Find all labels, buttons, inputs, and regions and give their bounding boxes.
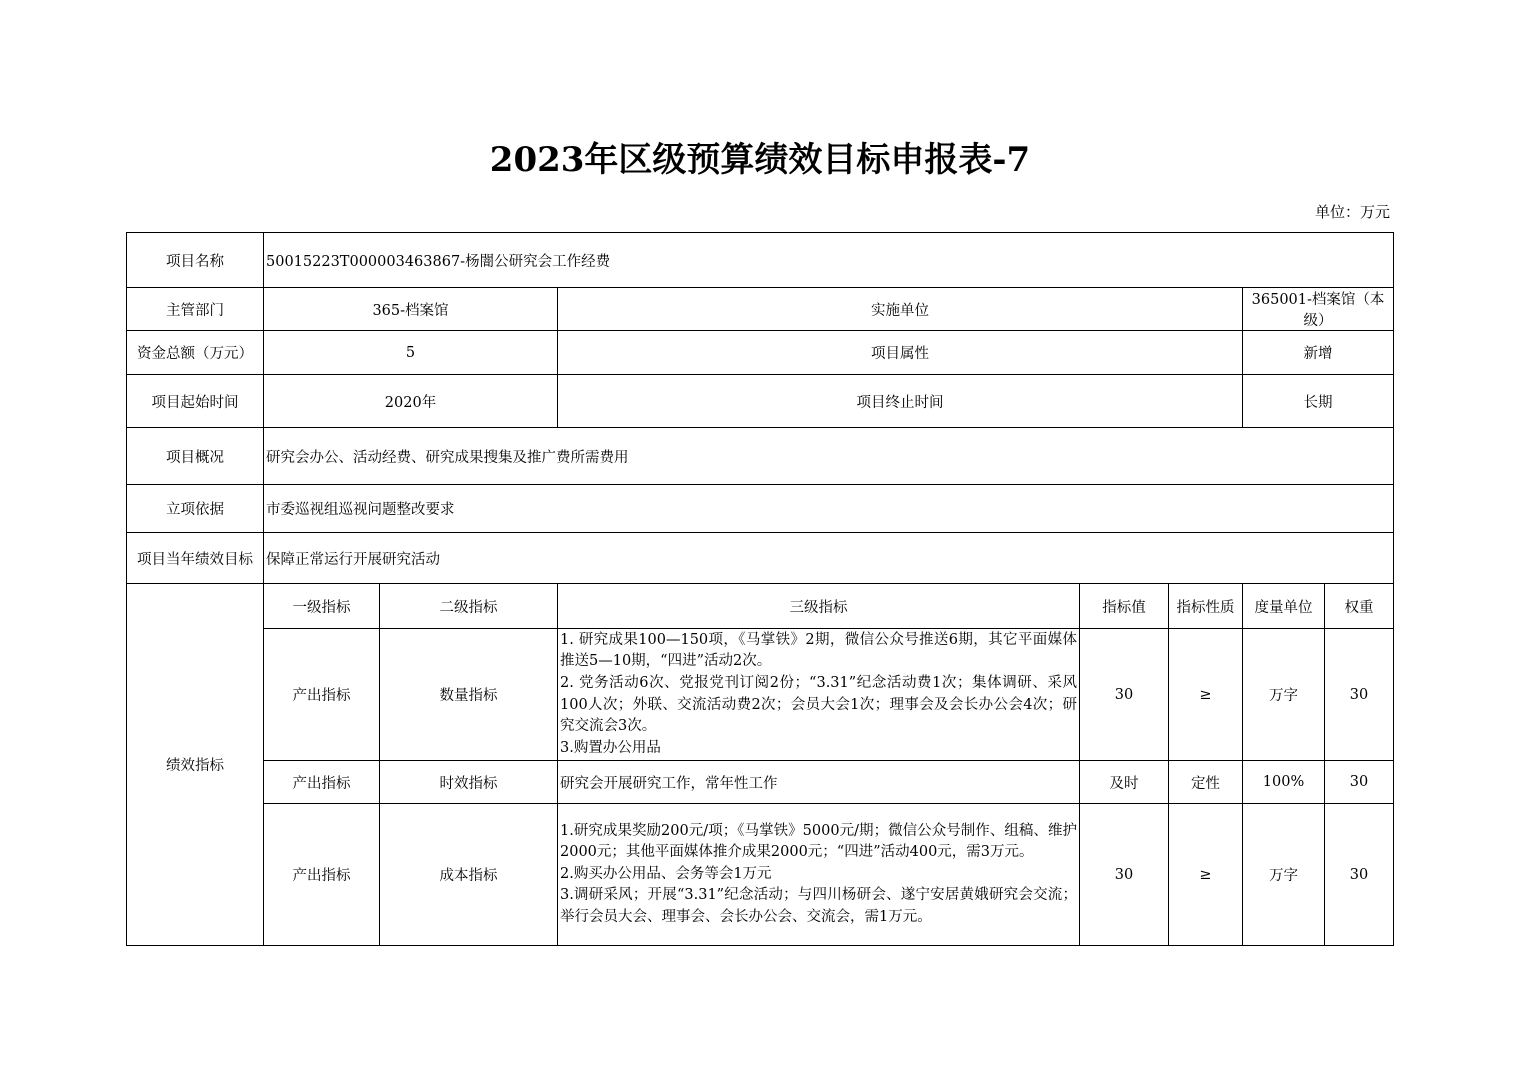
header-nature: 指标性质 <box>1169 584 1243 629</box>
overview-label: 项目概况 <box>127 428 264 485</box>
indicator-level3 <box>558 804 1080 946</box>
header-weight: 权重 <box>1325 584 1394 629</box>
indicator-value: 30 <box>1080 804 1169 946</box>
header-level2: 二级指标 <box>380 584 558 629</box>
end-value: 长期 <box>1243 375 1394 428</box>
indicator-line: 3.调研采风；开展“3.31”纪念活动；与四川杨研会、遂宁安居黄娥研究会交流；举行会员大会、理事会、会长办公会、交流会，需1万元。 <box>560 887 1077 925</box>
department-row <box>127 288 1394 331</box>
indicator-weight: 30 <box>1325 629 1394 761</box>
basis-row <box>127 485 1394 533</box>
period-row <box>127 375 1394 428</box>
attr-label: 项目属性 <box>558 331 1243 375</box>
budget-report-table <box>126 232 1394 946</box>
indicator-header-row <box>127 584 1394 629</box>
indicator-level2: 成本指标 <box>380 804 558 946</box>
indicator-level2: 数量指标 <box>380 629 558 761</box>
indicator-level2: 时效指标 <box>380 761 558 804</box>
indicator-line: 3.购置办公用品 <box>560 739 661 756</box>
goal-row <box>127 533 1394 584</box>
indicator-unit: 万字 <box>1243 629 1325 761</box>
indicator-nature: 定性 <box>1169 761 1243 804</box>
overview-value: 研究会办公、活动经费、研究成果搜集及推广费所需费用 <box>264 428 1394 485</box>
indicator-weight: 30 <box>1325 804 1394 946</box>
indicator-unit: 100% <box>1243 761 1325 804</box>
indicator-row-timeliness <box>127 761 1394 804</box>
project-name-value: 50015223T000003463867-杨闇公研究会工作经费 <box>264 233 1394 288</box>
attr-value: 新增 <box>1243 331 1394 375</box>
basis-value: 市委巡视组巡视问题整改要求 <box>264 485 1394 533</box>
indicator-weight: 30 <box>1325 761 1394 804</box>
indicator-line: 2.购买办公用品、会务等会1万元 <box>560 865 772 882</box>
header-level3: 三级指标 <box>558 584 1080 629</box>
indicator-nature: ≥ <box>1169 629 1243 761</box>
header-level1: 一级指标 <box>264 584 380 629</box>
project-name-row <box>127 233 1394 288</box>
fund-label: 资金总额（万元） <box>127 331 264 375</box>
indicator-level3: 研究会开展研究工作，常年性工作 <box>558 761 1080 804</box>
start-value: 2020年 <box>264 375 558 428</box>
indicators-section-label: 绩效指标 <box>127 584 264 946</box>
overview-row <box>127 428 1394 485</box>
fund-value: 5 <box>264 331 558 375</box>
page-title: 2023年区级预算绩效目标申报表-7 <box>489 140 1031 180</box>
end-label: 项目终止时间 <box>558 375 1243 428</box>
project-name-label: 项目名称 <box>127 233 264 288</box>
dept-label: 主管部门 <box>127 288 264 331</box>
dept-value: 365-档案馆 <box>264 288 558 331</box>
indicator-value: 30 <box>1080 629 1169 761</box>
indicator-value: 及时 <box>1080 761 1169 804</box>
indicator-line: 1. 研究成果100—150项，《马掌铁》2期，微信公众号推送6期，其它平面媒体推送5—10期，“四进”活动2次。 <box>560 631 1077 670</box>
header-unit: 度量单位 <box>1243 584 1325 629</box>
basis-label: 立项依据 <box>127 485 264 533</box>
indicator-line: 2. 党务活动6次、党报党刊订阅2份；“3.31”纪念活动费1次；集体调研、采风100人次；外联、交流活动费2次；会员大会1次；理事会及会长办公会4次；研究交流会3次。 <box>560 674 1077 735</box>
impl-value: 365001-档案馆（本级） <box>1243 288 1394 331</box>
fund-row <box>127 331 1394 375</box>
start-label: 项目起始时间 <box>127 375 264 428</box>
indicator-nature: ≥ <box>1169 804 1243 946</box>
goal-label: 项目当年绩效目标 <box>127 533 264 584</box>
impl-label: 实施单位 <box>558 288 1243 331</box>
indicator-level1: 产出指标 <box>264 804 380 946</box>
indicator-level1: 产出指标 <box>264 629 380 761</box>
header-value: 指标值 <box>1080 584 1169 629</box>
indicator-row-cost <box>127 804 1394 946</box>
indicator-level3 <box>558 629 1080 761</box>
unit-label: 单位：万元 <box>1314 203 1390 221</box>
indicator-level1: 产出指标 <box>264 761 380 804</box>
goal-value: 保障正常运行开展研究活动 <box>264 533 1394 584</box>
indicator-line: 1.研究成果奖励200元/项；《马掌铁》5000元/期；微信公众号制作、组稿、维护2000元；其他平面媒体推介成果2000元；“四进”活动400元，需3万元。 <box>560 822 1077 861</box>
indicator-row-quantity <box>127 629 1394 761</box>
indicator-unit: 万字 <box>1243 804 1325 946</box>
